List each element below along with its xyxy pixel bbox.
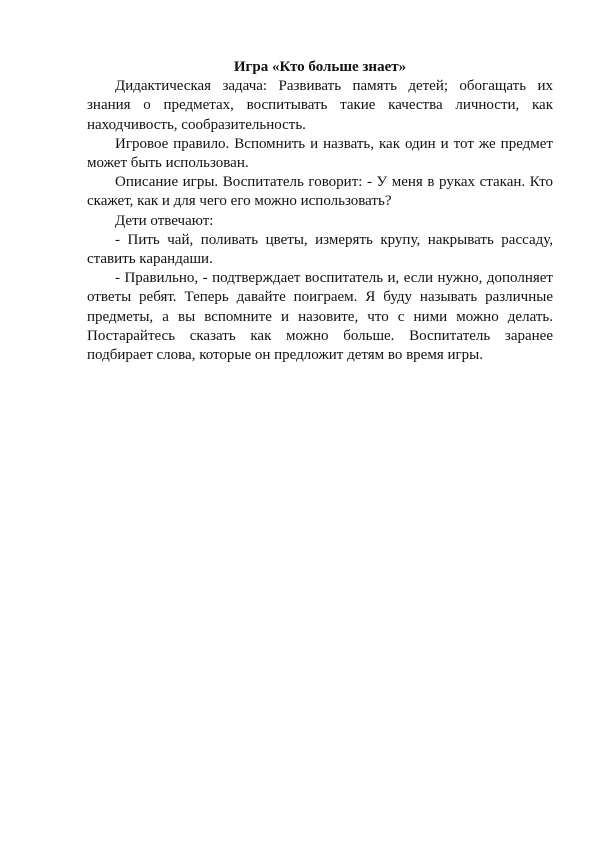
- document-title: Игра «Кто больше знает»: [233, 59, 407, 75]
- paragraph-description: Описание игры. Воспитатель говорит: - У меня в руках стакан. Кто скажет, как и для чего его можно использовать?: [87, 174, 553, 210]
- paragraph-task: Дидактическая задача: Развивать память детей; обогащать их знания о предметах, воспитывать такие качества личности, как находчивость, сообразительность.: [87, 78, 553, 133]
- document-body: [87, 58, 553, 365]
- paragraph-rule: Игровое правило. Вспомнить и назвать, как один и тот же предмет может быть использован.: [87, 135, 553, 172]
- paragraph-conclusion: - Правильно, - подтверждает воспитатель и, если нужно, дополняет ответы ребят. Теперь давайте поиграем. Я буду называть различные предметы, а вы вспомните и назовите, что с ними можно делать. Постарайтесь сказать как можно больше. Воспитатель заранее подбирает слова, которые он предложит детям во время игры.: [87, 270, 553, 364]
- paragraph-children-answer: Дети отвечают:: [115, 212, 214, 229]
- paragraph-answer-list: - Пить чай, поливать цветы, измерять крупу, накрывать рассаду, ставить карандаши.: [87, 231, 553, 268]
